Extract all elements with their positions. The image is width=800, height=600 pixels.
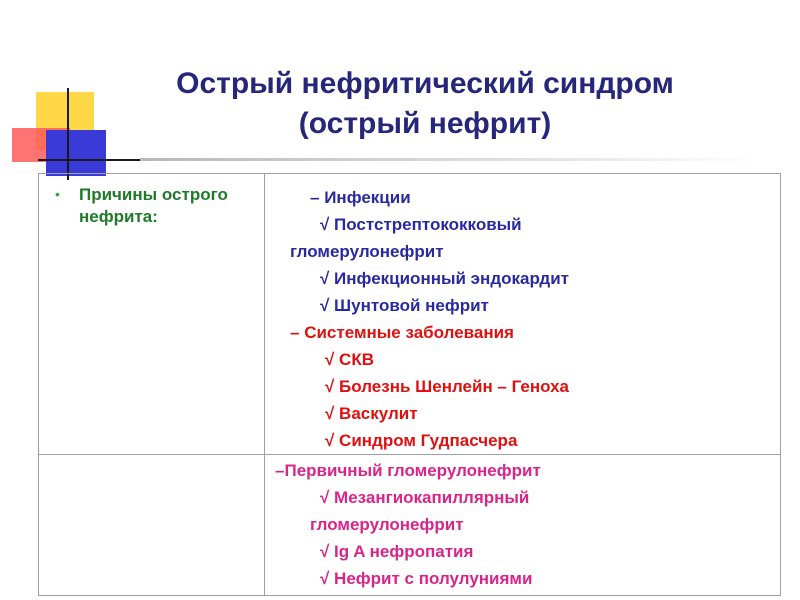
dash-icon: –	[310, 188, 320, 207]
systemic-header-label: Системные заболевания	[304, 323, 514, 342]
page-title	[100, 64, 750, 144]
list-item: √ Шунтовой нефрит	[320, 296, 489, 315]
table-row	[39, 174, 781, 455]
title-line-1: Острый нефритический синдром	[176, 67, 674, 100]
list-item: √ Инфекционный эндокардит	[320, 269, 569, 288]
infections-header-label: Инфекции	[324, 188, 411, 207]
dash-icon: –	[275, 461, 285, 480]
primary-header	[265, 457, 780, 484]
primary-header-label: Первичный гломерулонефрит	[284, 461, 541, 480]
empty-cell	[39, 455, 265, 596]
list-item: √ Васкулит	[325, 404, 418, 423]
primary-list-cell	[265, 455, 781, 596]
table-row	[39, 455, 781, 596]
causes-table	[38, 173, 781, 596]
list-item: √ Ig A нефропатия	[320, 542, 474, 561]
causes-list-cell	[265, 174, 781, 455]
list-item: √ Нефрит с полулуниями	[320, 569, 533, 588]
list-item: гломерулонефрит	[310, 515, 464, 534]
title-underline	[140, 158, 760, 161]
list-item: гломерулонефрит	[290, 242, 444, 261]
list-item: √ Синдром Гудпасчера	[325, 431, 518, 450]
title-line-2: (острый нефрит)	[298, 107, 552, 140]
list-item: √ Постстрептококковый	[320, 215, 522, 234]
decor-vertical-line	[67, 88, 69, 180]
infections-header	[265, 184, 780, 211]
decor-blue-square	[46, 130, 106, 176]
list-item: √ Болезнь Шенлейн – Геноха	[325, 377, 569, 396]
dash-icon: –	[290, 323, 300, 342]
systemic-header	[265, 319, 780, 346]
list-item: √ Мезангиокапиллярный	[320, 488, 530, 507]
list-item: √ СКВ	[325, 350, 374, 369]
causes-label-cell	[39, 174, 265, 455]
causes-label: Причины острого нефрита:	[79, 185, 228, 226]
bullet-icon: •	[55, 186, 60, 202]
